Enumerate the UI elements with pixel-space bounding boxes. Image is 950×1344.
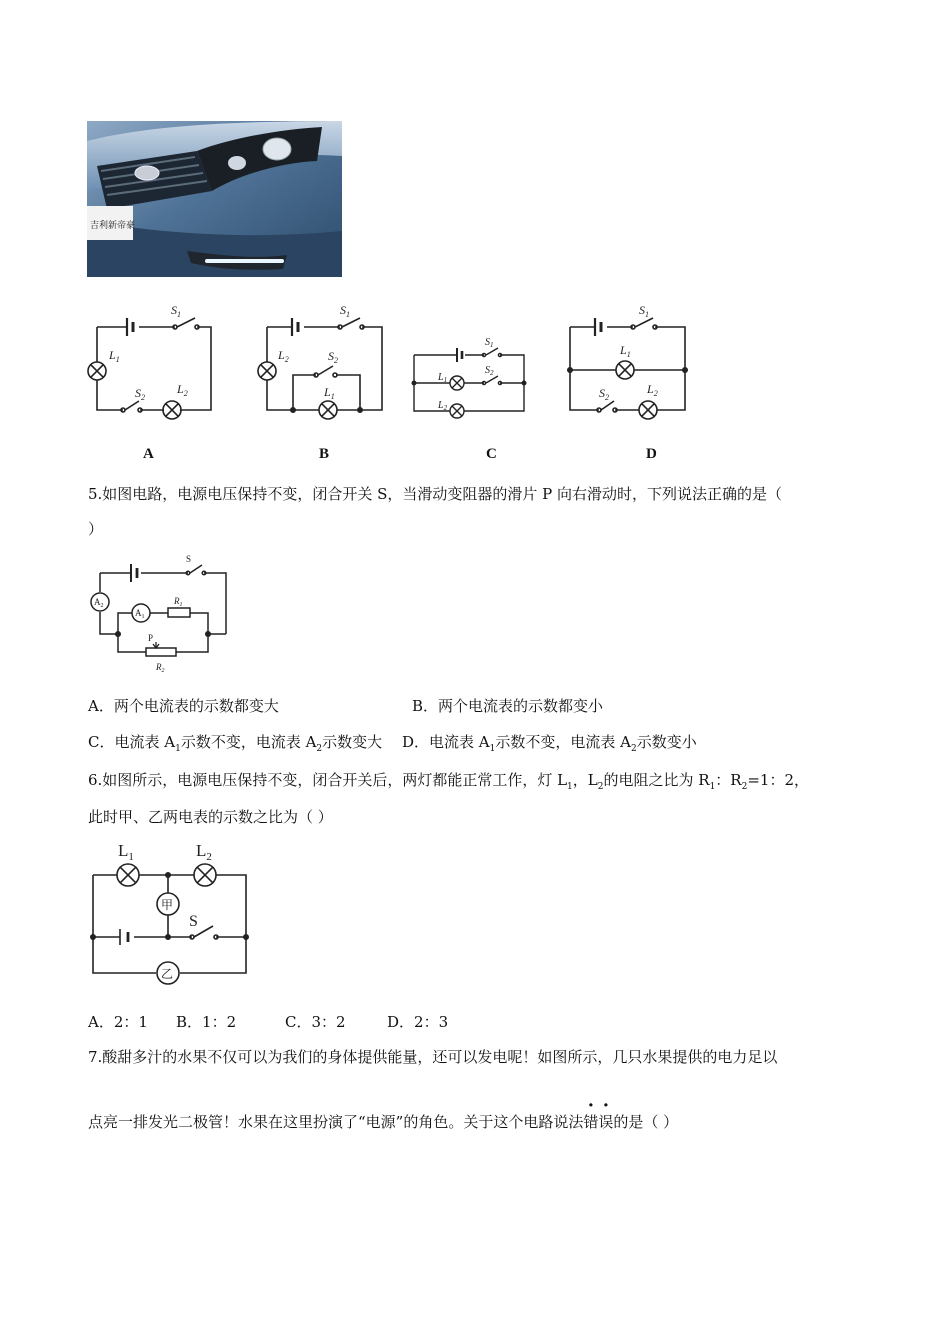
- svg-text:L2: $L_2$: [278, 348, 289, 364]
- q5-option-b: B．两个电流表的示数都变小: [412, 697, 604, 715]
- label-l2: $L_2$: [177, 382, 188, 398]
- q6-stem-line1: 6.如图所示，电源电压保持不变，闭合开关后，两灯都能正常工作，灯 $L_1$，$L_2$的电阻之比为 $R_1$：$R_2=1$：2，: [88, 771, 809, 792]
- svg-text:S1: $S_1$: [639, 303, 649, 319]
- q5-label-r2: $R_2$: [156, 662, 165, 674]
- q5-stem-line1: 5.如图电路，电源电压保持不变，闭合开关 S，当滑动变阻器的滑片 P 向右滑动时，下列说法正确的是（: [88, 485, 782, 503]
- option-label-c: C: [486, 446, 497, 462]
- label-s1: $S_1$: [171, 303, 181, 319]
- svg-text:L2: $L_2$: [438, 400, 448, 412]
- q5-circuit-diagram: [86, 552, 236, 677]
- q6-label-s: S: [189, 913, 198, 930]
- q5-option-c: C．电流表 $A_1$示数不变，电流表 $A_2$示数变大: [88, 733, 383, 754]
- q5-label-a2: $A_2$: [94, 597, 104, 609]
- circuit-option-a: [85, 300, 220, 425]
- q6-label-l1: $L_1$: [118, 841, 134, 863]
- option-label-b: B: [319, 446, 330, 462]
- svg-text:L1: $L_1$: [438, 372, 448, 384]
- q5-label-p: P: [148, 633, 154, 643]
- q6-label-l2: $L_2$: [196, 841, 212, 863]
- circuit-option-c: [407, 333, 532, 423]
- label-s2: $S_2$: [135, 386, 145, 402]
- q7-stem-line2: 点亮一排发光二极管！水果在这里扮演了“电源”的角色。关于这个电路说法错误的是（ ）: [88, 1113, 679, 1131]
- q6-option-c: C．3：2: [285, 1013, 346, 1031]
- label-l1: $L_1$: [109, 348, 120, 364]
- circuit-option-b: [250, 300, 390, 425]
- q6-stem-line2: 此时甲、乙两电表的示数之比为（ ）: [88, 808, 333, 826]
- q5-stem-line2: ）: [88, 520, 104, 538]
- svg-text:L1: $L_1$: [324, 385, 335, 401]
- q6-meter-yi: 乙: [161, 967, 174, 981]
- q6-option-d: D．2：3: [387, 1013, 449, 1031]
- option-label-a: A: [143, 446, 154, 462]
- svg-text:S2: $S_2$: [485, 365, 494, 377]
- svg-text:S1: $S_1$: [485, 337, 494, 349]
- circuit-option-d: [563, 300, 693, 425]
- car-front-photo: [87, 121, 342, 277]
- q5-option-d: D．电流表 $A_1$示数不变，电流表 $A_2$示数变小: [402, 733, 697, 754]
- car-plate-badge: 吉利新帝豪: [90, 220, 136, 230]
- q6-option-b: B．1：2: [176, 1013, 237, 1031]
- q5-label-r1: $R_1$: [174, 596, 183, 608]
- q5-label-a1: $A_1$: [135, 608, 145, 620]
- svg-text:L1: $L_1$: [620, 343, 631, 359]
- q5-option-a: A．两个电流表的示数都变大: [88, 697, 279, 715]
- svg-text:S2: $S_2$: [599, 386, 609, 402]
- q5-label-s: S: [186, 554, 192, 564]
- svg-text:S2: $S_2$: [328, 349, 338, 365]
- q6-circuit-diagram: [86, 838, 256, 988]
- svg-text:L2: $L_2$: [647, 382, 658, 398]
- q6-option-a: A．2：1: [88, 1013, 148, 1031]
- q6-meter-jia: 甲: [161, 898, 174, 912]
- q7-stem-line1: 7.酸甜多汁的水果不仅可以为我们的身体提供能量，还可以发电呢！如图所示，几只水果提供的电力足以: [88, 1048, 778, 1066]
- option-label-d: D: [646, 446, 657, 462]
- svg-text:S1: $S_1$: [340, 303, 350, 319]
